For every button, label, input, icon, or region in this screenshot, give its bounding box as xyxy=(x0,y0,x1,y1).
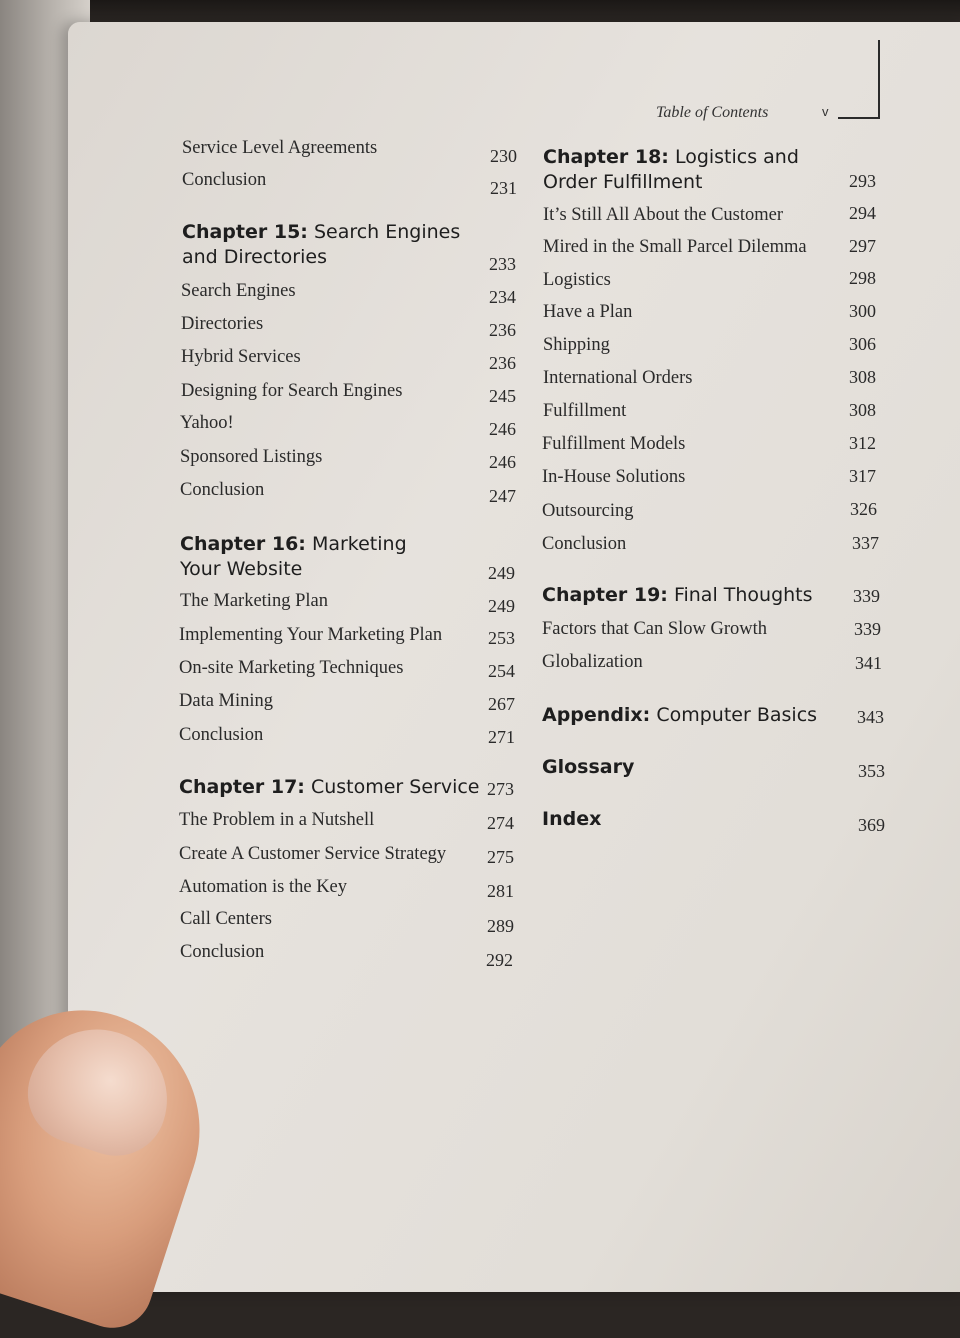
running-header-page-number: v xyxy=(822,104,829,119)
toc-page-number: 246 xyxy=(489,419,516,439)
toc-page-number: 230 xyxy=(490,146,517,166)
toc-entry: Fulfillment Models xyxy=(542,434,686,454)
chapter-page-number: 249 xyxy=(488,563,515,583)
crop-mark-vertical xyxy=(878,40,880,118)
toc-page-number: 289 xyxy=(487,916,514,936)
toc-entry: Sponsored Listings xyxy=(180,447,323,467)
chapter-title-line1: Logistics and xyxy=(674,146,799,168)
toc-entry: Mired in the Small Parcel Dilemma xyxy=(543,237,807,257)
toc-entry: Call Centers xyxy=(180,909,272,929)
toc-page-number: 306 xyxy=(849,334,876,354)
toc-entry: Conclusion xyxy=(179,725,264,745)
chapter-18-heading xyxy=(543,145,799,195)
toc-entry: Shipping xyxy=(543,335,610,355)
chapter-title-line1: Marketing xyxy=(311,533,407,555)
appendix-title: Computer Basics xyxy=(656,704,818,726)
toc-page-number: 247 xyxy=(489,486,516,506)
toc-entry: The Problem in a Nutshell xyxy=(179,810,375,830)
toc-entry: It’s Still All About the Customer xyxy=(543,205,784,225)
chapter-16-heading xyxy=(180,532,407,582)
toc-page-number: 339 xyxy=(854,619,881,639)
toc-entry: Globalization xyxy=(542,652,643,672)
chapter-number: Chapter 16: xyxy=(180,533,306,555)
toc-entry: Service Level Agreements xyxy=(182,138,378,158)
toc-entry: Conclusion xyxy=(182,170,267,190)
toc-page-number: 297 xyxy=(849,236,876,256)
appendix-page-number: 343 xyxy=(857,707,884,727)
glossary-label: Glossary xyxy=(542,756,635,778)
toc-page-number: 281 xyxy=(487,881,514,901)
chapter-number: Chapter 17: xyxy=(179,776,305,798)
toc-entry: Create A Customer Service Strategy xyxy=(179,844,447,864)
toc-page-number: 300 xyxy=(849,301,876,321)
toc-entry: On-site Marketing Techniques xyxy=(179,658,404,678)
chapter-number: Chapter 19: xyxy=(542,584,668,606)
toc-entry: Have a Plan xyxy=(543,302,633,322)
chapter-page-number: 273 xyxy=(487,779,514,799)
toc-entry: The Marketing Plan xyxy=(180,591,328,611)
chapter-title-line2: Your Website xyxy=(180,558,303,580)
toc-entry: Hybrid Services xyxy=(181,347,301,367)
toc-page-number: 246 xyxy=(489,452,516,472)
toc-page-number: 254 xyxy=(488,661,515,681)
appendix-label: Appendix: xyxy=(542,704,651,726)
toc-page-number: 275 xyxy=(487,847,514,867)
chapter-number: Chapter 18: xyxy=(543,146,669,168)
glossary-page-number: 353 xyxy=(858,761,885,781)
book-page xyxy=(68,22,960,1292)
toc-page-number: 326 xyxy=(850,499,877,519)
chapter-title-line2: Order Fulfillment xyxy=(543,171,703,193)
index-page-number: 369 xyxy=(858,815,885,835)
toc-page-number: 267 xyxy=(488,694,515,714)
toc-entry: Conclusion xyxy=(180,480,265,500)
toc-entry: Conclusion xyxy=(542,534,627,554)
chapter-number: Chapter 15: xyxy=(182,221,308,243)
toc-page-number: 341 xyxy=(855,653,882,673)
chapter-15-heading xyxy=(182,220,460,270)
chapter-title-line1: Customer Service xyxy=(310,776,480,798)
toc-entry: Implementing Your Marketing Plan xyxy=(179,625,443,645)
toc-entry: Logistics xyxy=(543,270,611,290)
toc-page-number: 236 xyxy=(489,320,516,340)
toc-page-number: 308 xyxy=(849,367,876,387)
chapter-17-heading xyxy=(179,775,480,800)
running-header-title: Table of Contents xyxy=(656,104,769,121)
toc-page-number: 317 xyxy=(849,466,876,486)
appendix-heading xyxy=(542,703,817,728)
crop-mark-horizontal xyxy=(838,117,880,119)
toc-entry: Yahoo! xyxy=(180,413,234,433)
toc-page-number: 245 xyxy=(489,386,516,406)
chapter-title-line2: and Directories xyxy=(182,246,327,268)
toc-page-number: 249 xyxy=(488,596,515,616)
toc-page-number: 337 xyxy=(852,533,879,553)
chapter-page-number: 293 xyxy=(849,171,876,191)
chapter-page-number: 339 xyxy=(853,586,880,606)
toc-page-number: 308 xyxy=(849,400,876,420)
toc-page-number: 312 xyxy=(849,433,876,453)
index-label: Index xyxy=(542,808,602,830)
toc-page-number: 292 xyxy=(486,950,513,970)
chapter-page-number: 233 xyxy=(489,254,516,274)
toc-page-number: 253 xyxy=(488,628,515,648)
toc-entry: Automation is the Key xyxy=(179,877,348,897)
toc-entry: Directories xyxy=(181,314,264,334)
toc-entry: Factors that Can Slow Growth xyxy=(542,619,768,639)
toc-entry: Search Engines xyxy=(181,281,296,301)
toc-entry: Data Mining xyxy=(179,691,274,711)
chapter-19-heading xyxy=(542,583,813,608)
toc-entry: Outsourcing xyxy=(542,501,634,521)
toc-entry: In-House Solutions xyxy=(542,467,686,487)
index-heading xyxy=(542,807,601,832)
toc-entry: Fulfillment xyxy=(543,401,627,421)
toc-page-number: 271 xyxy=(488,727,515,747)
chapter-title-line1: Final Thoughts xyxy=(673,584,813,606)
toc-page-number: 294 xyxy=(849,203,876,223)
chapter-title-line1: Search Engines xyxy=(313,221,461,243)
toc-page-number: 274 xyxy=(487,813,514,833)
toc-entry: Conclusion xyxy=(180,942,265,962)
toc-entry: International Orders xyxy=(543,368,693,388)
toc-entry: Designing for Search Engines xyxy=(181,381,403,401)
toc-page-number: 298 xyxy=(849,268,876,288)
glossary-heading xyxy=(542,755,634,780)
toc-page-number: 231 xyxy=(490,178,517,198)
toc-page-number: 236 xyxy=(489,353,516,373)
toc-page-number: 234 xyxy=(489,287,516,307)
